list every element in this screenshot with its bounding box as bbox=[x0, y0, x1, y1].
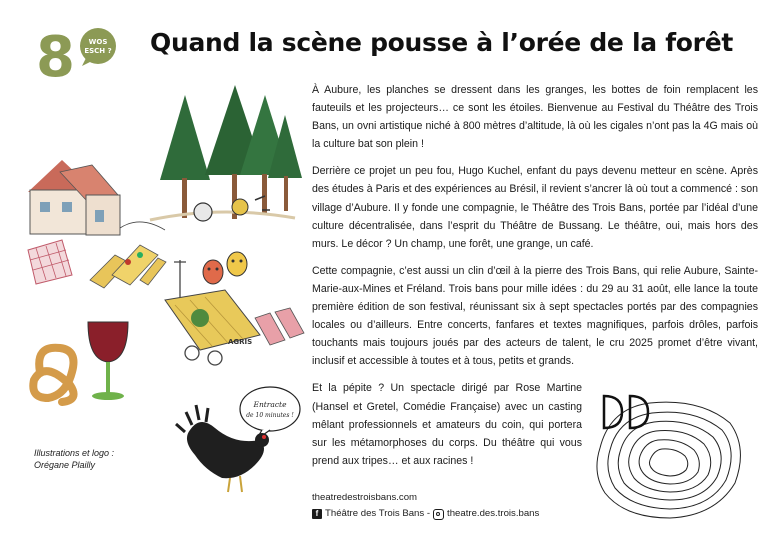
credit-line2: Orégane Plailly bbox=[34, 460, 96, 470]
footer bbox=[312, 490, 539, 522]
logo-mark: 8 bbox=[36, 25, 75, 82]
contour-map-illustration bbox=[590, 388, 750, 523]
credit-line1: Illustrations et logo : bbox=[34, 448, 115, 458]
logo-bubble-line2: ESCH ? bbox=[84, 47, 112, 55]
paragraph-4: Et la pépite ? Un spectacle dirigé par Rose Martine (Hansel et Gretel, Comédie Française) avec un casting mêlant professionnels et amateurs du coin, qui portera sur les métamorphoses du corps. Du théâtre qui vous prend aux tripes… et aux racines ! bbox=[312, 382, 582, 467]
facebook-icon: f bbox=[312, 509, 322, 519]
speech-bubble-line2: de 10 minutes ! bbox=[246, 412, 294, 419]
theatre-masks-illustration bbox=[203, 252, 247, 284]
speech-bubble bbox=[240, 387, 300, 440]
logo-bubble-line1: WOS bbox=[88, 38, 108, 46]
speech-bubble-line1: Entracte bbox=[253, 400, 287, 409]
instagram-icon bbox=[433, 509, 444, 520]
instagram-link[interactable]: theatre.des.trois.bans bbox=[447, 508, 540, 519]
logo-bubble bbox=[80, 28, 116, 64]
blanket-illustration bbox=[28, 240, 72, 284]
website-link[interactable]: theatredestroisbans.com bbox=[312, 492, 418, 503]
paragraph-3: Cette compagnie, c’est aussi un clin d’œil à la pierre des Trois Bans, qui relie Aubure, Sainte-Marie-aux-Mines et Fréland. Trois bans pour mille idées : du 29 au 31 août, elle lance la toute première édition de son festival, réunissant six à sept spectacles portés par des compagnies locales ou d’ailleurs. Entre concerts, fanfares et textes magnifiques, parfois drôles, parfois touchants mais toujours joués par des acteurs de talent, le cru 2025 promet d’être vivant, inclusif et accessible à toutes et à tous, petits et grands. bbox=[312, 264, 758, 368]
cart-sign: AGRIS bbox=[228, 338, 253, 346]
bench-illustration bbox=[255, 308, 304, 345]
illustration-credit bbox=[34, 447, 114, 471]
illustration-collage bbox=[0, 80, 310, 500]
forest-illustration bbox=[150, 85, 302, 220]
paragraph-2: Derrière ce projet un peu fou, Hugo Kuchel, enfant du pays devenu metteur en scène. Après des études à Paris et des expériences au Brésil, il revient s’ancrer là où tout a commencé : son village d’Aubure. Il y fonde une compagnie, le Théâtre des Trois Bans, portée par l’idéal d’une culture décentralisée, dans l’esprit du Théâtre de Bussang. Le théâtre, oui, mais hors des murs. Le décor ? Un champ, une forêt, une grange, un café. bbox=[312, 165, 758, 250]
pretzel-illustration bbox=[33, 348, 73, 402]
picnic-table-illustration bbox=[90, 245, 166, 288]
facebook-link[interactable]: Théâtre des Trois Bans - bbox=[325, 508, 431, 519]
logo bbox=[34, 24, 118, 82]
lamp-illustration bbox=[174, 260, 186, 300]
house-illustration bbox=[28, 160, 165, 235]
paragraph-1: À Aubure, les planches se dressent dans les granges, les bottes de foin remplacent les fauteuils et les projecteurs… ce sont les étoiles. Bienvenue au Festival du Théâtre des Trois Bans, un ovni artistique niché à 800 mètres d’altitude, là où les cigales n’ont pas la 4G mais où la culture bat son plein ! bbox=[312, 84, 758, 151]
hay-cart-illustration bbox=[165, 290, 260, 365]
wine-glass-illustration bbox=[88, 322, 128, 400]
page-title: Quand la scène pousse à l’orée de la forêt bbox=[150, 28, 734, 57]
